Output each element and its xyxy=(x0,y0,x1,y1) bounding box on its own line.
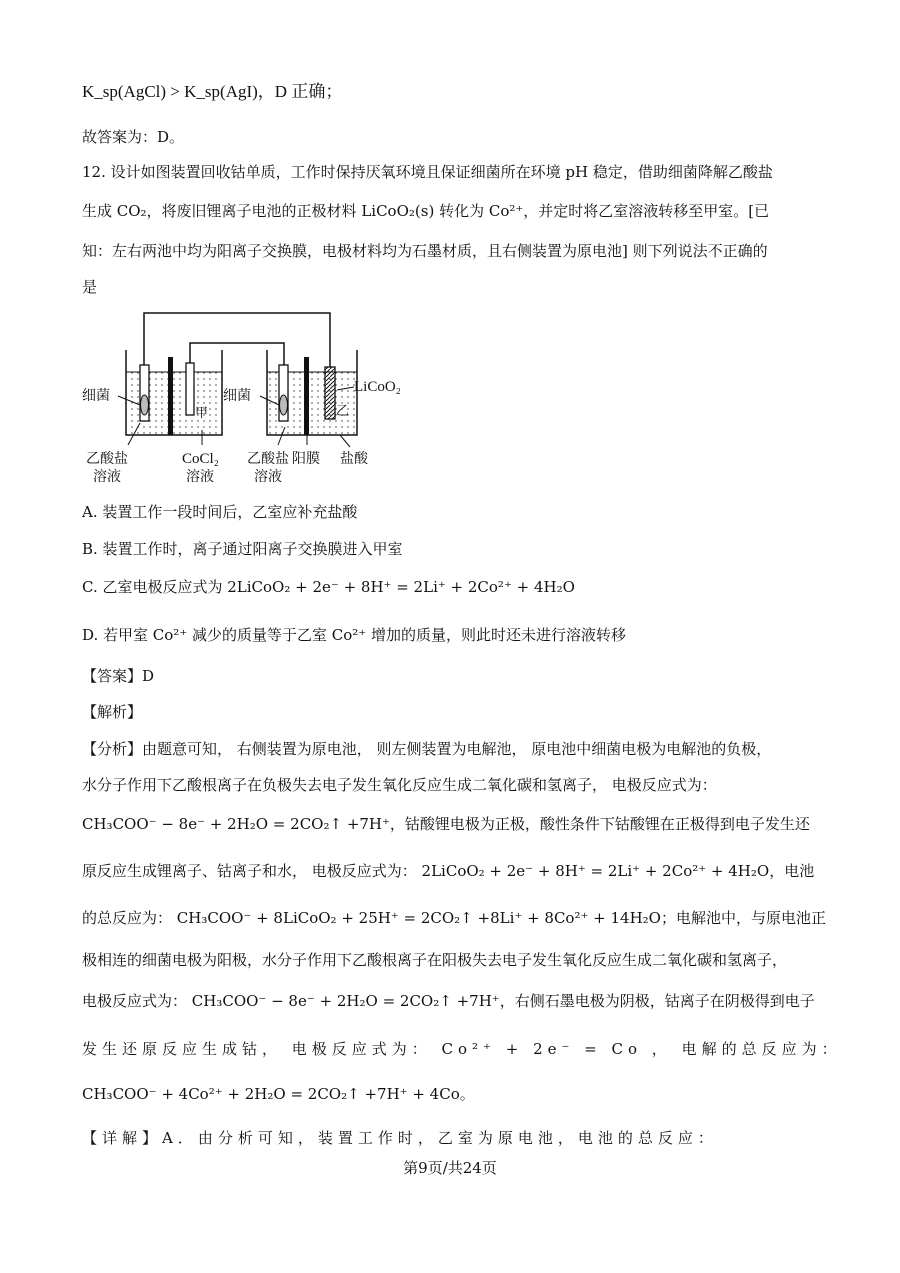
analysis-text: 极相连的细菌电极为阳极，水分子作用下乙酸根离子在阳极失去电子发生氧化反应生成二氧化碳和氢离子， xyxy=(82,951,788,969)
page-footer: 第9页/共24页 xyxy=(403,1159,497,1177)
label-cocl2: CoCl₂ xyxy=(182,451,219,467)
analysis-text: CH₃COO⁻ + 4Co²⁺ + 2H₂O = 2CO₂↑ +7H⁺ + 4Co。 xyxy=(82,1085,475,1103)
licoo2-electrode xyxy=(325,367,335,419)
analysis-text: CH₃COO⁻ − 8e⁻ + 2H₂O = 2CO₂↑ +7H⁺，钴酸锂电极为正极，酸性条件下钴酸锂在正极得到电子发生还 xyxy=(82,815,810,833)
option-a: A. 装置工作一段时间后，乙室应补充盐酸 xyxy=(82,503,358,521)
answer: 【答案】D xyxy=(82,667,155,685)
text-line: 故答案为：D。 xyxy=(82,128,185,146)
inner-wire xyxy=(190,343,284,365)
label-acetate-right: 乙酸盐 xyxy=(247,451,289,467)
label-jia: 甲 xyxy=(195,406,209,421)
question-stem: 知：左右两池中均为阳离子交换膜，电极材料均为石墨材质，且右侧装置为原电池] 则下列说法不正确的 xyxy=(82,242,768,260)
label-licoo2: LiCoO₂ xyxy=(354,379,401,395)
question-stem: 12. 设计如图装置回收钴单质，工作时保持厌氧环境且保证细菌所在环境 pH 稳定，借助细菌降解乙酸盐 xyxy=(82,163,773,181)
option-b: B. 装置工作时，离子通过阳离子交换膜进入甲室 xyxy=(82,540,403,558)
analysis-text: 【分析】由题意可知， 右侧装置为原电池， 则左侧装置为电解池， 原电池中细菌电极为电解池的负极， xyxy=(82,740,772,758)
label-cocl2-solution: 溶液 xyxy=(186,469,214,485)
label-membrane: 阳膜 xyxy=(292,451,320,467)
detail-text: 【详解】A．由分析可知，装置工作时，乙室为原电池，电池的总反应： xyxy=(82,1129,718,1147)
analysis-text: 原反应生成锂离子、钴离子和水， 电极反应式为： 2LiCoO₂ + 2e⁻ + 8H⁺ = 2Li⁺ + 2Co²⁺ + 4H₂O，电池 xyxy=(82,862,815,880)
analysis-heading: 【解析】 xyxy=(82,703,143,721)
option-d: D. 若甲室 Co²⁺ 减少的质量等于乙室 Co²⁺ 增加的质量，则此时还未进行溶液转移 xyxy=(82,626,626,644)
text-line: K_sp(AgCl) > K_sp(AgI)，D 正确； xyxy=(82,82,343,101)
question-stem: 生成 CO₂，将废旧锂离子电池的正极材料 LiCoO₂(s) 转化为 Co²⁺，并定时将乙室溶液转移至甲室。[已 xyxy=(82,202,770,220)
label-yi: 乙 xyxy=(336,404,350,419)
label-bacteria-left: 细菌 xyxy=(82,388,110,404)
analysis-text: 电极反应式为： CH₃COO⁻ − 8e⁻ + 2H₂O = 2CO₂↑ +7H⁺，右侧石墨电极为阴极，钴离子在阴极得到电子 xyxy=(82,992,815,1010)
label-acetate-right-solution: 溶液 xyxy=(254,469,282,485)
option-c: C. 乙室电极反应式为 2LiCoO₂ + 2e⁻ + 8H⁺ = 2Li⁺ + 2Co²⁺ + 4H₂O xyxy=(82,578,575,596)
analysis-text: 的总反应为： CH₃COO⁻ + 8LiCoO₂ + 25H⁺ = 2CO₂↑ +8Li⁺ + 8Co²⁺ + 14H₂O；电解池中，与原电池正 xyxy=(82,909,826,927)
question-stem: 是 xyxy=(82,278,98,296)
label-hcl: 盐酸 xyxy=(340,451,368,467)
label-acetate-left-solution: 溶液 xyxy=(93,469,121,485)
left-graphite-electrode xyxy=(186,363,194,415)
electrochemical-cell-diagram xyxy=(82,305,402,490)
analysis-text: 发生还原反应生成钴， 电极反应式为： Co²⁺ + 2e⁻ = Co ， 电解的总反应为： xyxy=(82,1040,842,1058)
label-bacteria-right: 细菌 xyxy=(223,388,251,404)
left-membrane xyxy=(168,357,173,435)
right-membrane xyxy=(304,357,309,435)
label-acetate-left: 乙酸盐 xyxy=(86,451,128,467)
analysis-text: 水分子作用下乙酸根离子在负极失去电子发生氧化反应生成二氧化碳和氢离子， 电极反应式为： xyxy=(82,776,717,794)
